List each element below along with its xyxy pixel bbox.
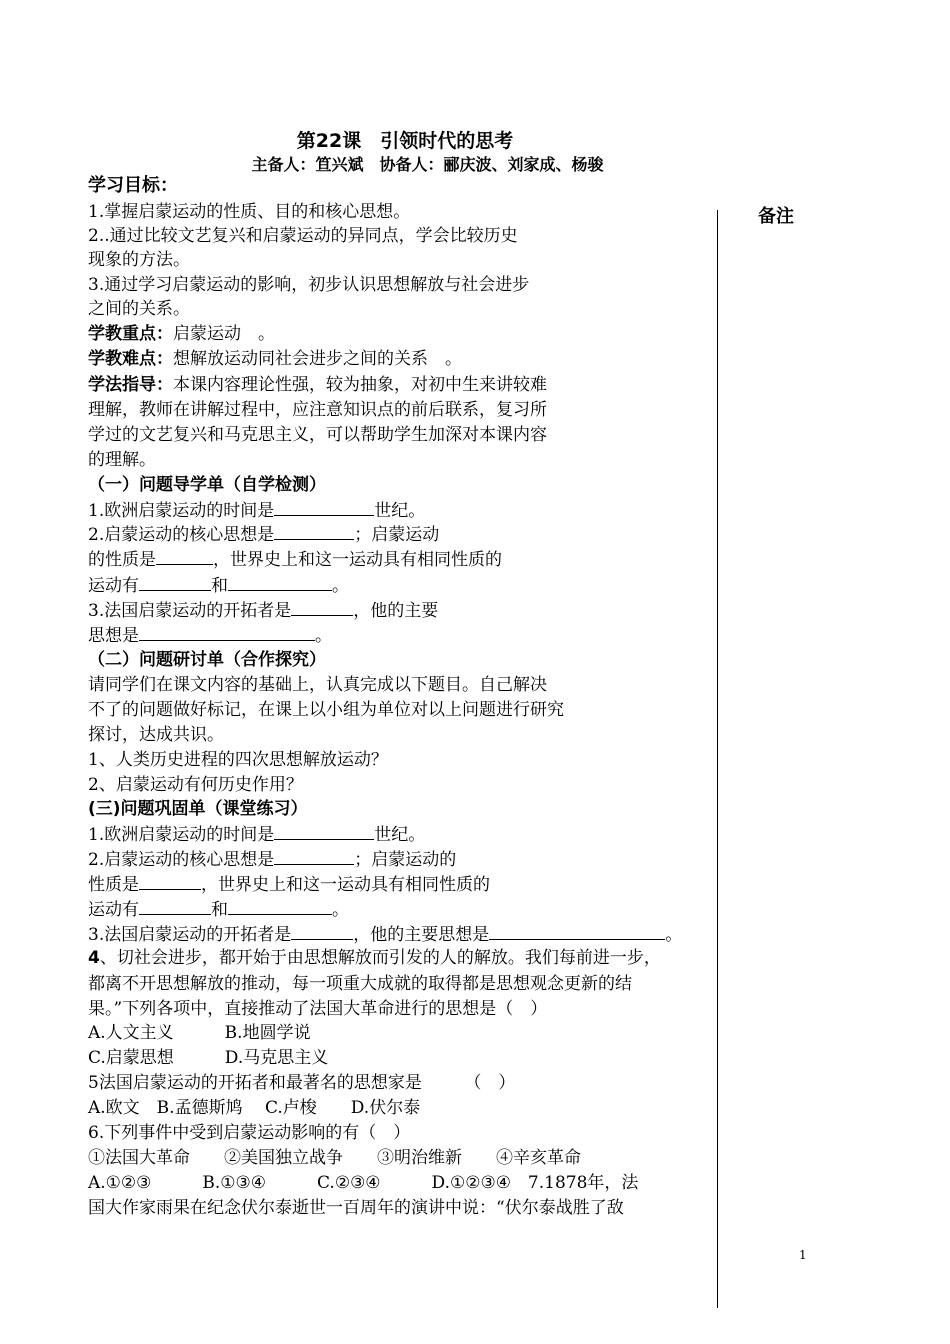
s3-question-2-line-2 [88, 872, 490, 897]
s2-paragraph-line-3: 探讨，达成共识。 [88, 725, 224, 745]
s3-question-2-line-1 [88, 847, 456, 872]
notes-divider [717, 210, 718, 1308]
key-point-line [88, 322, 275, 346]
method-line-2: 理解，教师在讲解过程中，应注意知识点的前后联系，复习所 [88, 400, 547, 420]
s1-q3-text-3: 思想是 [88, 626, 139, 646]
s3-q2-text-4: ，世界史上和这一运动具有相同性质的 [201, 875, 490, 895]
method-label: 学法指导： [88, 375, 173, 395]
objective-2-line-1: 2..通过比较文艺复兴和启蒙运动的异同点，学会比较历史 [88, 226, 518, 246]
s3-q3-blank-1[interactable] [291, 922, 353, 940]
s3-q2-end: 。 [332, 900, 349, 920]
method-text-1: 本课内容理论性强，较为抽象，对初中生来讲较难 [173, 375, 547, 395]
s1-q3-blank-2[interactable] [139, 623, 315, 641]
s3-q1-text: 1.欧洲启蒙运动的时间是 [88, 825, 275, 845]
s3-q2-text-5: 运动有 [88, 900, 139, 920]
s1-q3-end: 。 [315, 626, 332, 646]
key-point-label: 学教重点： [88, 324, 173, 344]
s3-q3-blank-2[interactable] [489, 922, 665, 940]
s3-q3-text-2: ，他的主要思想是 [353, 925, 490, 945]
s2-question-1: 1、人类历史进程的四次思想解放运动？ [88, 750, 388, 770]
objectives-heading: 学习目标： [88, 175, 178, 196]
s1-question-3-line-2 [88, 623, 332, 648]
s3-question-4-line-1 [88, 946, 661, 970]
notes-label: 备注 [758, 206, 794, 227]
method-line-4: 的理解。 [88, 450, 156, 470]
s1-q2-blank-4[interactable] [228, 573, 332, 591]
objective-3-line-1: 3.通过学习启蒙运动的影响，初步认识思想解放与社会进步 [88, 275, 530, 295]
s1-q2-text-5: 运动有 [88, 576, 139, 596]
page-number: 1 [799, 1248, 807, 1262]
s1-q2-and: 和 [211, 576, 228, 596]
s1-q2-end: 。 [332, 576, 349, 596]
s1-q2-blank-3[interactable] [139, 573, 211, 591]
s1-q2-blank-2[interactable] [156, 547, 213, 565]
s3-q2-and: 和 [211, 900, 228, 920]
s1-q2-text-4: ，世界史上和这一运动具有相同性质的 [213, 550, 502, 570]
s1-q3-text: 3.法国启蒙运动的开拓者是 [88, 601, 292, 621]
s1-q1-suffix: 世纪。 [374, 501, 426, 521]
s1-q2-text-2: ；启蒙运动 [354, 525, 440, 545]
s3-q5-options: A.欧文 B.孟德斯鸠 C.卢梭 D.伏尔泰 [88, 1098, 421, 1118]
objective-3-line-2: 之间的关系。 [88, 299, 190, 319]
section-1-heading: （一）问题导学单（自学检测） [88, 475, 326, 495]
s2-paragraph-line-1: 请同学们在课文内容的基础上，认真完成以下题目。自己解决 [88, 675, 547, 695]
s3-q4-number: 4 [88, 948, 100, 968]
s3-question-3 [88, 922, 682, 947]
s3-q2-blank-4[interactable] [228, 897, 332, 915]
s3-q3-text: 3.法国启蒙运动的开拓者是 [88, 925, 292, 945]
s1-question-2-line-2 [88, 547, 502, 572]
s3-q2-blank-1[interactable] [274, 847, 354, 865]
difficulty-line [88, 347, 462, 371]
s1-question-2-line-1 [88, 522, 439, 547]
method-line-1 [88, 373, 547, 397]
s1-question-3-line-1 [88, 598, 438, 623]
method-line-3: 学过的文艺复兴和马克思主义，可以帮助学生加深对本课内容 [88, 425, 547, 445]
s3-q4-options-ab: A.人文主义 B.地圆学说 [88, 1023, 311, 1043]
s3-q3-end: 。 [665, 925, 683, 945]
s3-q6-items: ①法国大革命 ②美国独立战争 ③明治维新 ④辛亥革命 [88, 1148, 581, 1168]
s3-q4-text-1: 、切社会进步，都开始于由思想解放而引发的人的解放。我们每前进一步， [99, 948, 661, 968]
s3-question-2-line-3 [88, 897, 349, 922]
difficulty-text: 想解放运动同社会进步之间的关系 。 [173, 349, 462, 369]
s3-q2-blank-3[interactable] [139, 897, 211, 915]
s1-q3-text-2: ，他的主要 [353, 601, 439, 621]
objective-2-line-2: 现象的方法。 [88, 250, 190, 270]
difficulty-label: 学教难点： [88, 349, 173, 369]
authors-line: 主备人：笪兴斌 协备人：郦庆波、刘家成、杨骏 [251, 155, 604, 174]
s3-question-6: 6.下列事件中受到启蒙运动影响的有（ ） [88, 1123, 411, 1143]
s3-q2-text-3: 性质是 [88, 875, 139, 895]
s1-question-2-line-3 [88, 573, 349, 598]
s1-q3-blank-1[interactable] [291, 598, 353, 616]
s3-q4-options-cd: C.启蒙思想 D.马克思主义 [88, 1048, 329, 1068]
lesson-title: 第22课 引领时代的思考 [296, 130, 514, 152]
s1-q2-blank-1[interactable] [274, 522, 354, 540]
s3-question-7-line-2: 国大作家雨果在纪念伏尔泰逝世一百周年的演讲中说：“伏尔泰战胜了敌 [88, 1198, 624, 1218]
s3-question-4-line-3: 果。”下列各项中，直接推动了法国大革命进行的思想是（ ） [88, 999, 548, 1019]
s3-q2-text: 2.启蒙运动的核心思想是 [88, 850, 275, 870]
s1-q1-blank[interactable] [274, 498, 374, 516]
objective-1: 1.掌握启蒙运动的性质、目的和核心思想。 [88, 202, 411, 222]
s1-question-1 [88, 498, 425, 523]
s3-q2-text-2: ；启蒙运动的 [354, 850, 457, 870]
s1-q2-text-3: 的性质是 [88, 550, 156, 570]
s2-paragraph-line-2: 不了的问题做好标记，在课上以小组为单位对以上问题进行研究 [88, 700, 564, 720]
s1-q2-text: 2.启蒙运动的核心思想是 [88, 525, 275, 545]
s3-question-4-line-2: 都离不开思想解放的推动，每一项重大成就的取得都是思想观念更新的结 [88, 974, 632, 994]
s3-q2-blank-2[interactable] [139, 872, 201, 890]
section-3-heading: (三)问题巩固单（课堂练习） [88, 799, 308, 819]
key-point-text: 启蒙运动 。 [173, 324, 275, 344]
s3-q6-options: A.①②③ B.①③④ C.②③④ D.①②③④ 7.1878年，法 [88, 1173, 639, 1193]
s2-question-2: 2、启蒙运动有何历史作用？ [88, 775, 303, 795]
s3-q1-blank[interactable] [274, 822, 374, 840]
s3-q1-suffix: 世纪。 [374, 825, 426, 845]
s1-q1-text: 1.欧洲启蒙运动的时间是 [88, 501, 275, 521]
s3-question-5: 5法国启蒙运动的开拓者和最著名的思想家是 （ ） [88, 1073, 516, 1093]
s3-question-1 [88, 822, 425, 847]
section-2-heading: （二）问题研讨单（合作探究） [88, 650, 326, 670]
